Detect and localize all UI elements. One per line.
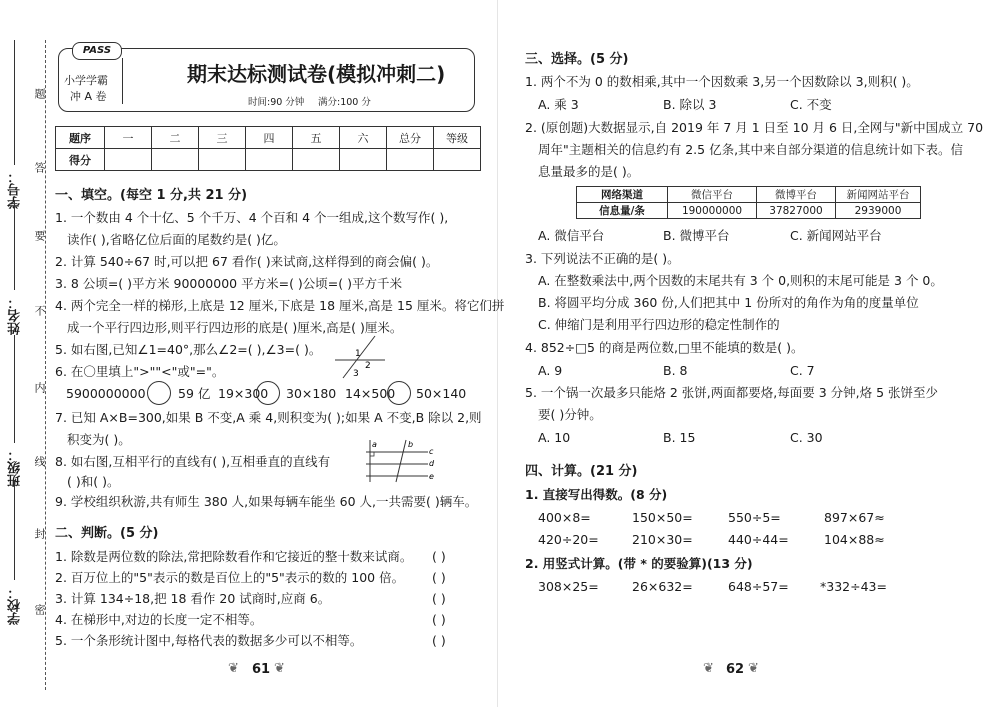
question-6: 6. 在〇里填上">""<"或"="。 [55,364,225,379]
student-number-label: 学号： [8,170,23,209]
calc-item: 400×8= [538,510,591,525]
choice-1-opt-a[interactable]: A. 乘 3 [538,97,579,112]
question-3: 3. 8 公顷=( )平方米 90000000 平方米=( )公顷=( )平方千米 [55,276,402,291]
choice-4-opt-b[interactable]: B. 8 [663,363,688,378]
calc-item: 550÷5= [728,510,781,525]
question-4b: 成一个平行四边形,则平行四边形的底是( )厘米,高是( )厘米。 [67,320,403,335]
info-table [576,186,921,219]
line-label: a [372,440,377,449]
judge-3: 3. 计算 134÷18,把 18 看作 20 试商时,应商 6。 [55,591,331,606]
seal-char: 不 [33,305,46,316]
name-line [14,200,15,290]
info-table-row [577,203,921,219]
table-cell: 六 [340,127,387,149]
choice-5-opt-b[interactable]: B. 15 [663,430,696,445]
score-cell[interactable] [152,149,199,171]
name-label: 姓名： [8,296,23,335]
table-cell: 总分 [387,127,434,149]
choice-3-opt-a[interactable]: A. 在整数乘法中,两个因数的末尾共有 3 个 0,则积的末尾可能是 3 个 0。 [538,273,943,288]
line-label: e [429,472,434,481]
seal-char: 密 [33,604,46,615]
question-8b: ( )和( )。 [67,474,120,489]
judge-answer-2[interactable]: ( ) [432,570,446,585]
question-4a: 4. 两个完全一样的梯形,上底是 12 厘米,下底是 18 厘米,高是 15 厘米。将它们拼 [55,298,505,313]
question-1a: 1. 一个数由 4 个十亿、5 个千万、4 个百和 4 个一组成,这个数写作( ), [55,210,449,225]
line-label: b [408,440,414,449]
question-2: 2. 计算 540÷67 时,可以把 67 看作( )来试商,这样得到的商会偏( )。 [55,254,439,269]
calc-item: 440÷44= [728,532,789,547]
choice-2a: 2. (原创题)大数据显示,自 2019 年 7 月 1 日至 10 月 6 日,全网与"新中国成立 70 [525,120,984,135]
page-ornament-left: ❦ [228,661,239,676]
score-cell[interactable] [246,149,293,171]
question-8a: 8. 如右图,互相平行的直线有( ),互相垂直的直线有 [55,454,331,469]
choice-4-opt-a[interactable]: A. 9 [538,363,563,378]
table-cell: 等级 [434,127,481,149]
table-cell: 2939000 [836,203,921,219]
section-2-title: 二、判断。(5 分) [55,526,159,541]
calc-vertical-item: 308×25= [538,579,599,594]
table-cell: 信息量/条 [577,203,668,219]
seal-char: 封 [33,528,46,539]
compare-right-1: 59 亿 [178,386,211,401]
calc-1-title: 1. 直接写出得数。(8 分) [525,487,668,502]
table-cell: 四 [246,127,293,149]
section-1-title: 一、填空。(每空 1 分,共 21 分) [55,188,248,203]
section-3-title: 三、选择。(5 分) [525,52,629,67]
table-cell: 微博平台 [757,187,836,203]
seal-char: 内 [33,382,46,393]
choice-5-opt-a[interactable]: A. 10 [538,430,571,445]
compare-left-3: 14×500 [345,386,396,401]
exam-title: 期末达标测试卷(模拟冲刺二) [187,62,446,86]
question-7b: 积变为( )。 [67,432,131,447]
choice-2-opt-b[interactable]: B. 微博平台 [663,228,730,243]
choice-2-opt-c[interactable]: C. 新闻网站平台 [790,228,882,243]
pass-logo: PASS [72,42,122,60]
judge-1: 1. 除数是两位数的除法,常把除数看作和它接近的整十数来试商。 [55,549,413,564]
judge-answer-3[interactable]: ( ) [432,591,446,606]
table-cell: 得分 [56,149,105,171]
question-1b: 读作( ),省略亿位后面的尾数约是( )亿。 [67,232,286,247]
exam-score: 满分:100 分 [318,97,371,108]
angle-figure [335,332,385,380]
table-cell: 37827000 [757,203,836,219]
compare-left-2: 19×300 [218,386,269,401]
compare-left-1: 5900000000 [66,386,146,401]
score-cell[interactable] [199,149,246,171]
table-cell: 一 [105,127,152,149]
choice-5-opt-c[interactable]: C. 30 [790,430,823,445]
choice-1: 1. 两个不为 0 的数相乘,其中一个因数乘 3,另一个因数除以 3,则积( )。 [525,74,919,89]
score-cell[interactable] [340,149,387,171]
seal-char: 答 [33,162,46,173]
choice-2b: 周年"主题相关的信息约有 2.5 亿条,其中来自部分渠道的信息统计如下表。信 [538,142,964,157]
section-4-title: 四、计算。(21 分) [525,464,638,479]
table-cell: 190000000 [668,203,757,219]
score-cell[interactable] [293,149,340,171]
class-line [14,335,15,443]
score-cell[interactable] [387,149,434,171]
choice-1-opt-c[interactable]: C. 不变 [790,97,832,112]
page-ornament-left: ❦ [703,661,714,676]
class-label: 班级： [8,448,23,487]
compare-circle-1[interactable] [147,381,171,405]
seal-char: 要 [33,230,46,241]
series-sub: 冲 A 卷 [70,90,107,103]
grade-table-score-row [56,149,481,171]
seal-char: 线 [33,456,46,467]
page-fold [497,0,498,707]
judge-answer-1[interactable]: ( ) [432,549,446,564]
calc-vertical-item: 648÷57= [728,579,789,594]
calc-item: 210×30= [632,532,693,547]
choice-5b: 要( )分钟。 [538,407,602,422]
table-cell: 微信平台 [668,187,757,203]
page-ornament-right: ❦ [748,661,759,676]
table-cell: 网络渠道 [577,187,668,203]
lines-figure [360,438,435,484]
angle-label: 3 [353,369,359,379]
judge-answer-4[interactable]: ( ) [432,612,446,627]
line-label: d [429,459,435,468]
exam-time: 时间:90 分钟 [248,97,305,108]
table-cell: 五 [293,127,340,149]
table-cell: 二 [152,127,199,149]
choice-2c: 息量最多的是( )。 [538,164,640,179]
page-number-right: 62 [726,662,745,677]
choice-2-opt-a[interactable]: A. 微信平台 [538,228,605,243]
choice-4: 4. 852÷□5 的商是两位数,□里不能填的数是( )。 [525,340,804,355]
compare-right-3: 50×140 [416,386,467,401]
judge-5: 5. 一个条形统计图中,每格代表的数据多少可以不相等。 [55,633,363,648]
page-ornament-right: ❦ [274,661,285,676]
choice-3-opt-c[interactable]: C. 伸缩门是利用平行四边形的稳定性制作的 [538,317,780,332]
table-cell: 新闻网站平台 [836,187,921,203]
compare-circle-2[interactable] [256,381,280,405]
grade-table [55,126,481,171]
choice-3-opt-b[interactable]: B. 将圆平均分成 360 份,人们把其中 1 份所对的角作为角的度量单位 [538,295,919,310]
judge-2: 2. 百万位上的"5"表示的数是百位上的"5"表示的数的 100 倍。 [55,570,405,585]
binding-dashed-line [45,40,46,690]
choice-5a: 5. 一个锅一次最多只能烙 2 张饼,两面都要烙,每面要 3 分钟,烙 5 张饼至少 [525,385,939,400]
header-divider [122,58,123,104]
school-line [14,480,15,580]
calc-item: 420÷20= [538,532,599,547]
compare-right-2: 30×180 [286,386,337,401]
calc-item: 104×88≈ [824,532,885,547]
compare-circle-3[interactable] [387,381,411,405]
choice-1-opt-b[interactable]: B. 除以 3 [663,97,717,112]
calc-item: 150×50= [632,510,693,525]
table-cell: 三 [199,127,246,149]
student-number-line [14,40,15,165]
page-number-left: 61 [252,662,271,677]
angle-label: 2 [365,361,371,371]
grade-table-header-row [56,127,481,149]
judge-4: 4. 在梯形中,对边的长度一定不相等。 [55,612,263,627]
choice-4-opt-c[interactable]: C. 7 [790,363,815,378]
calc-item: 897×67≈ [824,510,885,525]
question-5: 5. 如右图,已知∠1=40°,那么∠2=( ),∠3=( )。 [55,342,322,357]
question-7a: 7. 已知 A×B=300,如果 B 不变,A 乘 4,则积变为( );如果 A 不变,B 除以 2,则 [55,410,482,425]
judge-answer-5[interactable]: ( ) [432,633,446,648]
table-cell: 题序 [56,127,105,149]
calc-vertical-item: 26×632= [632,579,693,594]
angle-label: 1 [355,349,361,359]
info-table-header [577,187,921,203]
score-cell[interactable] [105,149,152,171]
calc-2-title: 2. 用竖式计算。(带 * 的要验算)(13 分) [525,556,753,571]
series-name: 小学学霸 [64,74,108,87]
school-label: 学校： [8,586,23,625]
line-label: c [429,447,434,456]
question-9: 9. 学校组织秋游,共有师生 380 人,如果每辆车能坐 60 人,一共需要( )辆车。 [55,494,478,509]
calc-vertical-item: *332÷43= [820,579,887,594]
seal-char: 题 [33,88,46,99]
choice-3: 3. 下列说法不正确的是( )。 [525,251,680,266]
score-cell[interactable] [434,149,481,171]
